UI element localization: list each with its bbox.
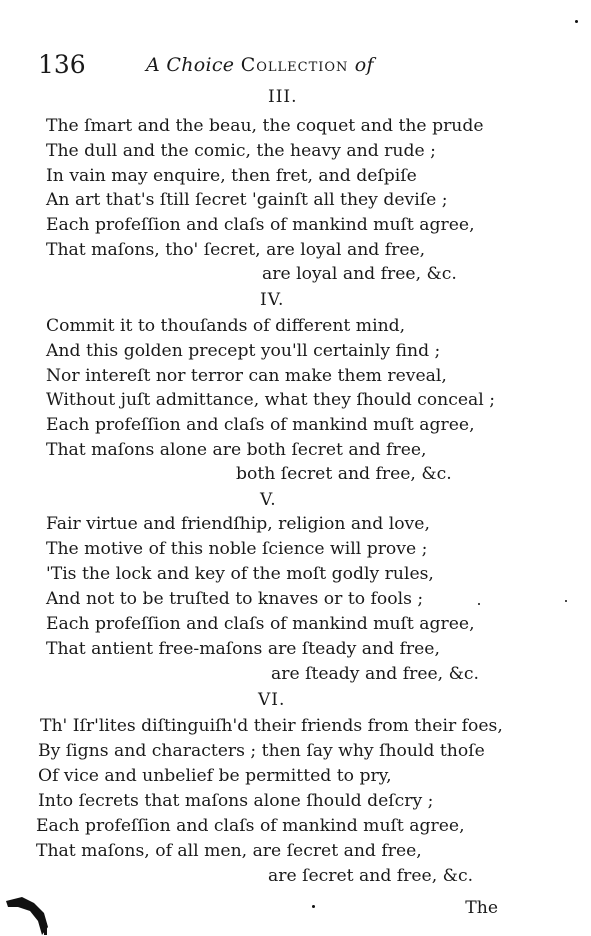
verse-line: The ſmart and the beau, the coquet and the prude bbox=[46, 116, 484, 136]
stanza-number: V. bbox=[260, 490, 277, 510]
refrain-line: are ſteady and free, &c. bbox=[271, 664, 479, 684]
print-speck bbox=[575, 20, 578, 23]
print-speck bbox=[478, 603, 480, 605]
refrain-line: both ſecret and free, &c. bbox=[236, 464, 452, 484]
refrain-line: are ſecret and free, &c. bbox=[268, 866, 474, 886]
page-number: 136 bbox=[38, 50, 86, 79]
running-title-part-b: Collection bbox=[240, 54, 349, 76]
stanza-number: IV. bbox=[260, 290, 285, 310]
verse-line: In vain may enquire, then fret, and deſpiſe bbox=[46, 166, 417, 186]
running-title-part-c: of bbox=[354, 54, 374, 76]
running-title-part-a: A Choice bbox=[146, 54, 235, 76]
verse-line: The motive of this noble ſcience will prove ; bbox=[46, 539, 428, 559]
verse-line: Without juſt admittance, what they ſhould conceal ; bbox=[46, 390, 496, 410]
print-speck bbox=[565, 600, 567, 602]
verse-line: And not to be truſted to knaves or to fools ; bbox=[46, 589, 424, 609]
verse-line: That antient free-maſons are ſteady and free, bbox=[46, 639, 440, 659]
catchword: The bbox=[465, 898, 498, 918]
verse-line: That maſons, of all men, are ſecret and free, bbox=[36, 841, 422, 861]
verse-line: The dull and the comic, the heavy and rude ; bbox=[46, 141, 436, 161]
verse-line: An art that's ſtill ſecret 'gainſt all they deviſe ; bbox=[46, 190, 448, 210]
verse-line: That maſons, tho' ſecret, are loyal and free, bbox=[46, 240, 426, 260]
verse-line: Commit it to thouſands of different mind, bbox=[46, 316, 406, 336]
stanza-number: III. bbox=[268, 87, 298, 107]
verse-line: Each profeſſion and claſs of mankind muſt agree, bbox=[46, 415, 475, 435]
print-speck bbox=[312, 905, 315, 908]
page-header bbox=[38, 50, 498, 84]
verse-line: By ſigns and characters ; then ſay why ſhould thoſe bbox=[38, 741, 485, 761]
verse-line: Each profeſſion and claſs of mankind muſt agree, bbox=[46, 215, 475, 235]
verse-line: Fair virtue and friendſhip, religion and love, bbox=[46, 514, 430, 534]
verse-line: That maſons alone are both ſecret and free, bbox=[46, 440, 427, 460]
verse-line: 'Tis the lock and key of the moſt godly rules, bbox=[46, 564, 434, 584]
stanza-number: VI. bbox=[258, 690, 286, 710]
running-title bbox=[146, 54, 374, 76]
verse-line: Each profeſſion and claſs of mankind muſt agree, bbox=[36, 816, 465, 836]
ink-blot-icon bbox=[4, 893, 54, 936]
verse-line: Th' Iſr'lites diſtinguiſh'd their friends from their foes, bbox=[40, 716, 503, 736]
refrain-line: are loyal and free, &c. bbox=[262, 264, 457, 284]
verse-line: Each profeſſion and claſs of mankind muſt agree, bbox=[46, 614, 475, 634]
verse-line: And this golden precept you'll certainly find ; bbox=[46, 341, 441, 361]
verse-line: Into ſecrets that maſons alone ſhould deſcry ; bbox=[38, 791, 434, 811]
verse-line: Of vice and unbelief be permitted to pry, bbox=[38, 766, 392, 786]
verse-line: Nor intereſt nor terror can make them reveal, bbox=[46, 366, 447, 386]
